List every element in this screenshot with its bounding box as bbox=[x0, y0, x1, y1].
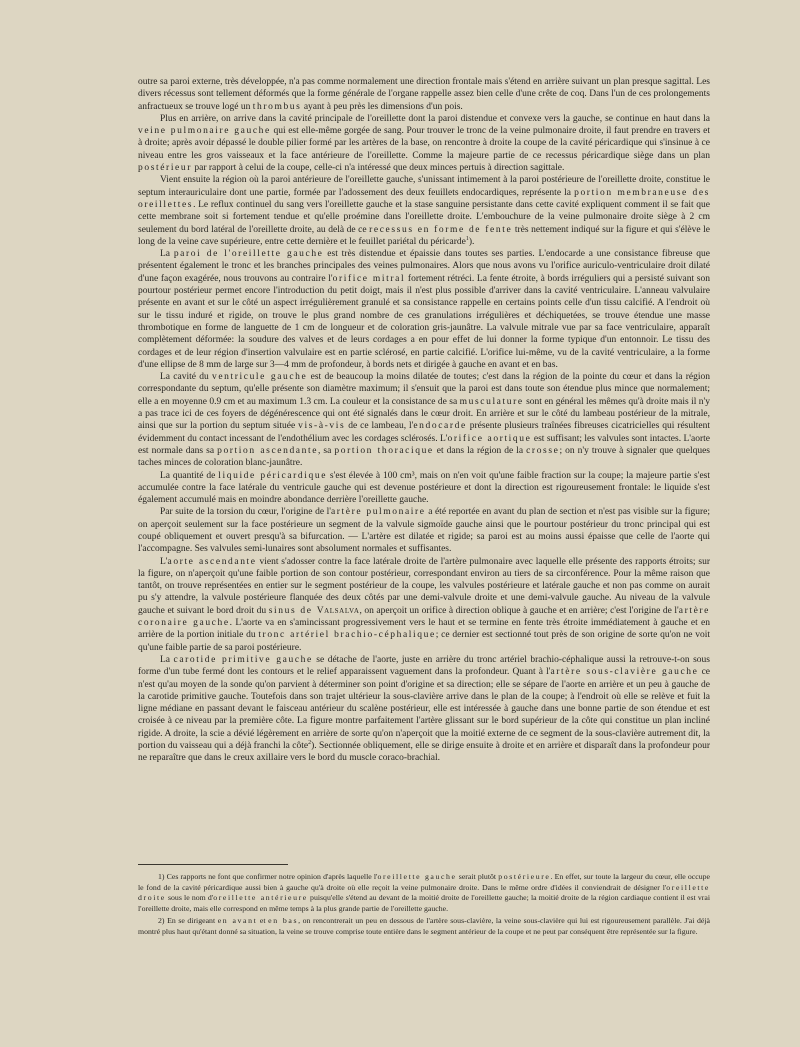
footnote-ref: 2 bbox=[308, 739, 312, 746]
text-run: carotide primitive gauche bbox=[173, 654, 313, 665]
text-run: est de beaucoup la moins dilatée de toutes; c'est dans la région de la pointe du cœur et dans la région correspondante du septum, qu'elle présente son diamètre maximum; il s'ensuit que la paroi est dans toute son étendue plus mince que normalement; elle a en moyenne 0.9 cm et au maximum 1.3 cm. La couleur et la consistance de sa bbox=[138, 372, 711, 407]
text-run: paroi de l'oreillette gauche bbox=[173, 249, 324, 260]
text-run: sous le nom d' bbox=[165, 893, 214, 903]
text-run: thrombus bbox=[252, 101, 302, 112]
footnote-ref: 1 bbox=[465, 235, 469, 242]
text-run: La bbox=[160, 654, 174, 665]
text-run: Par suite de la torsion du cœur, l'origine de l' bbox=[160, 507, 331, 518]
text-run: se détache de l'aorte, juste en arrière du tronc artériel brachio-céphalique aussi la retrouve-t-on sous forme d'un tube fermé dont les contours et le relief apparaissent vaguement dans la profondeur. Quant à l' bbox=[138, 654, 710, 678]
text-run: orifice aortique bbox=[447, 433, 532, 444]
text-run: tronc artériel brachio-céphalique bbox=[258, 630, 436, 641]
text-run: vis-à-vis bbox=[298, 421, 346, 432]
text-run: qui est elle-même gorgée de sang. Pour trouver le tronc de la veine pulmonaire droite, il faut prendre en travers et à droite; après avoir dépassé le double pilier formé par les artères de la base, on rencontre à droite la coupe de la cavité péricardique qui s'insinue à ce niveau entre les gros vaisseaux et la face antérieure de l'oreillette. Comme la majeure partie de ce recessus péricardique siège dans un plan bbox=[138, 126, 710, 161]
text-run: 2) En se dirigeant bbox=[158, 915, 218, 925]
text-run: , sa bbox=[318, 445, 335, 456]
paragraph bbox=[138, 174, 710, 248]
footnote-divider bbox=[138, 864, 288, 865]
text-run: par rapport à celui de la coupe, celle-ci n'a intéressé que deux minces pertuis à direction sagittale. bbox=[192, 163, 565, 174]
paragraph bbox=[138, 470, 710, 507]
text-run: 1) Ces rapports ne font que confirmer notre opinion d'après laquelle l' bbox=[158, 872, 378, 881]
text-run: La quantité de bbox=[160, 470, 219, 481]
text-run: sont en général les mêmes qu'à droite mais il n'y a pas trace ici de ces foyers de dégénérescence qui ont été signalés dans le cœur droit. En arrière et sur le côté du lambeau postérieur de la mitrale, ainsi que sur la portion du septum située bbox=[138, 396, 710, 432]
text-run: ; on n'y trouve à signaler que quelques taches minces de coloration blanc-jaunâtre. bbox=[138, 445, 710, 469]
text-run: postérieure bbox=[498, 872, 551, 881]
text-run: ; ce dernier est sectionné tout près de son origine de sorte qu'on ne voit qu'une faible partie de sa paroi postérieure. bbox=[138, 630, 710, 653]
text-run: . En effet, sur toute la largeur du cœur, elle occupe le fond de la cavité péricardique aussi bien à gauche qu'à droite où elle reçoit la veine pulmonaire droite. Dans le même ordre d'idées il conviendrait de désigner l' bbox=[138, 872, 710, 892]
text-run: sinus de bbox=[268, 605, 317, 616]
text-run: aorte ascendante bbox=[167, 556, 257, 567]
text-run: portion thoracique bbox=[334, 445, 434, 456]
text-run: a été reportée en avant du plan de section et n'est pas visible sur la figure; on aperçoit seulement sur la face postérieure un segment de la valvule sigmoïde gauche ainsi que le pourtour postérieur du tronc principal qui est coupé obliquement et ouvert presqu'à sa bifurcation. — L'artère est dilatée et rigide; sa paroi est au moins aussi épaisse que celle de l'aorte qui l'accompagne. Ses valvules semi-lunaires sont absolument normales et suffisantes. bbox=[138, 507, 710, 555]
text-run: est très distendue et épaissie dans toutes ses parties. L'endocarde a une consistance fibreuse que présentent également le tronc et les branches principales des veines pulmonaires. Alors que nous avons vu l'orifice auriculo-ventriculaire droit dilaté d'une façon exagérée, nous trouvons au contraire l' bbox=[138, 249, 710, 284]
paragraph bbox=[138, 76, 710, 113]
text-run: oreillette gauche bbox=[377, 872, 457, 881]
text-run: et dans la région de la bbox=[433, 445, 527, 456]
text-run: artère coronaire gauche bbox=[138, 605, 710, 629]
text-run: oreillette antérieure bbox=[213, 893, 308, 903]
text-run: , on aperçoit un orifice à direction oblique à gauche et en arrière; c'est l'origine de l' bbox=[359, 605, 679, 616]
text-run: La bbox=[160, 249, 174, 260]
text-run: fortement rétréci. La fente étroite, à bords irréguliers qui a persisté suivant son pourtour postérieur permet encore l'introduction du petit doigt, mais il n'est plus possible d'arriver dans la cavité ventriculaire. L'anneau valvulaire présente en avant et sur le côté un aspect irrégulièrement granulé et sa consistance rappelle en certains points celle d'un tissu calcifié. A l'endroit où sur le tissu induré et rigide, on trouve le plus grand nombre de ces granulations irrégulières et déchiquetées, se trouve étendue une masse thrombotique en forme de languette de 1 cm de longueur et de coloration gris-jaunâtre. La valvule mitrale vue par sa face ventriculaire, apparaît complètement déformée: la soudure des valves et de leurs cordages a en pour effet de lui donner la forme typique d'un entonnoir. Le tissu des cordages et de leur région d'insertion valvulaire est en partie sclérosé, en partie calcifié. L'orifice lui-même, vu de la cavité ventriculaire, a la forme d'une ellipse de 8 mm de large sur 3—4 mm de profondeur, à bords nets et dirigée à gauche en avant et en bas. bbox=[138, 273, 710, 370]
text-run: est suffisant; les valvules sont intactes. L'aorte est normale dans sa bbox=[138, 433, 710, 456]
text-run: . Le reflux continuel du sang vers l'oreillette gauche et la stase sanguine persistante dans cette cavité expliquent comment il se fait que cette membrane soit si fortement tendue et qu'elle proémine dans l'oreillette droite. L'embouchure de la veine pulmonaire droite siège à 2 cm seulement du bord latéral de l'oreillette droite, au delà de ce bbox=[138, 199, 710, 235]
text-run: crosse bbox=[526, 445, 560, 456]
text-run: en bas bbox=[268, 915, 299, 925]
text-run: artère sous-clavière gauche bbox=[550, 667, 699, 678]
text-run: très nettement indiqué sur la figure et qui s'élève le long de la veine cave supérieure, entre cette dernière et le feuillet pariétal du péricarde bbox=[138, 224, 711, 247]
text-run: serait plutôt bbox=[456, 872, 499, 881]
text-run: ventricule gauche bbox=[212, 372, 308, 383]
text-run: en avant bbox=[217, 915, 258, 925]
text-run: L' bbox=[160, 556, 168, 567]
text-run: outre sa paroi externe, très développée, n'a pas comme normalement une direction frontale mais s'étend en arrière suivant un plan presque sagittal. Les divers récessus sont tellement déformés que la forme générale de l'organe rappelle assez bien celle d'une crête de coq. Dans l'un de ces prolongements anfractueux se trouve logé un bbox=[138, 77, 710, 112]
text-run: ). bbox=[468, 236, 475, 247]
main-text bbox=[138, 76, 710, 765]
text-run: artère pulmonaire bbox=[330, 507, 426, 518]
text-run: veine pulmonaire gauche bbox=[138, 126, 271, 137]
text-run: puisqu'elle s'étend au devant de la moitié droite de l'oreillette gauche; la moitié droite de la région cardiaque contient il est vrai l'oreillette droite, mais elle correspond en même temps à la plus grande partie de l'oreillette gauche. bbox=[138, 893, 711, 914]
text-run: vient s'adosser contre la face latérale droite de l'artère pulmonaire avec laquelle elle présente des rapports étroits; sur la figure, on n'aperçoit qu'une faible portion de son contour postérieur, correspondant environ au tiers de sa circonférence. Pour la même raison que tantôt, on trouve représentées en entier sur le segment postérieur de la coupe, les valvules postérieure et latérale gauche et non pas comme on aurait pu s'y attendre, la valvule postérieure flanquée des deux côtés par une demi-valvule droite et une demi-valvule gauche. Au niveau de la valvule gauche et suivant le bord droit du bbox=[138, 556, 710, 616]
text-run: présente plusieurs traînées fibreuses cicatricielles qui résultent évidemment du contact incessant de l'endothélium avec les cordages sclérosés. L' bbox=[138, 421, 710, 444]
paragraph bbox=[138, 556, 710, 654]
text-run: recessus en forme de fente bbox=[369, 224, 513, 235]
text-run: Plus en arrière, on arrive dans la cavité principale de l'oreillette dont la paroi distendue et convexe vers la gauche, se continue en haut dans la bbox=[160, 113, 710, 124]
text-run: orifice mitral bbox=[332, 273, 406, 284]
text-run: La cavité du bbox=[160, 372, 212, 383]
text-run: ce n'est qu'au moyen de la sonde qu'on parvient à déterminer son point d'origine et sa direction; elle se sépare de l'aorte en arrière et un peu à gauche de la carotide primitive gauche. Toutefois dans son trajet ultérieur la sous-clavière arrive dans le plan de la coupe; à l'endroit où elle se relève et fuit la ligne médiane en passant devant le faisceau antérieur du scalène postérieur, elle est intéressée à gauche dans une bonne partie de son étendue et est croisée à ce niveau par la première côte. La figure montre parfaitement l'artère glissant sur le bord supérieur de la côte qui constitue un plan incliné rigide. A droite, la scie a dévié légèrement en arrière de sorte qu'on n'aperçoit que la moitié externe de ce segment de la sous-clavière autrement dit, la portion du vaisseau qui a déjà franchi la côte bbox=[138, 667, 710, 752]
text-run: ayant à peu près les dimensions d'un pois. bbox=[301, 101, 463, 112]
paragraph bbox=[138, 654, 710, 765]
paragraph bbox=[138, 506, 710, 555]
paragraph bbox=[138, 371, 710, 469]
paragraph bbox=[138, 113, 710, 174]
text-run: liquide péricardique bbox=[218, 470, 328, 481]
footnote bbox=[138, 916, 710, 937]
text-run: musculature bbox=[459, 396, 524, 407]
text-run: de ce lambeau, l' bbox=[345, 421, 414, 432]
text-run: oreillette droite bbox=[138, 882, 710, 903]
footnotes bbox=[138, 872, 710, 938]
text-run: , on rencontrerait un peu en dessous de l'artère sous-clavière, la veine sous-clavière qui lui est rigoureusement parallèle. J'ai déjà montré plus haut qu'étant donné sa situation, la veine se trouve comprise toute entière dans le segment antérieur de la coupe et ne peut par conséquent être représentée sur la figure. bbox=[138, 915, 710, 936]
text-run: et bbox=[257, 915, 269, 925]
text-run: endocarde bbox=[413, 421, 467, 432]
text-run: portion membraneuse des oreillettes bbox=[138, 187, 710, 210]
text-run: Valsalva bbox=[316, 605, 360, 616]
paragraph bbox=[138, 248, 710, 371]
text-run: portion ascendante bbox=[217, 445, 319, 456]
text-run: Vient ensuite la région où la paroi antérieure de l'oreillette gauche, s'unissant intimement à la paroi postérieure de l'oreillette droite, constitue le septum interauriculaire dont une partie, formée par l'adossement des deux feuillets endocardiques, représente la bbox=[138, 175, 710, 198]
footnote bbox=[138, 872, 710, 915]
text-run: postérieur bbox=[138, 163, 192, 174]
text-run: ). Sectionnée obliquement, elle se dirige ensuite à droite et en arrière et disparaît dans la profondeur pour ne reparaître que dans le creux axillaire vers le bord du muscle coraco-brachial. bbox=[138, 741, 711, 764]
text-run: . L'aorte va en s'amincissant progressivement vers le haut et se termine en fente très étroite immédiatement à gauche et en arrière de la portion initiale du bbox=[138, 618, 710, 641]
text-run: s'est élevée à 100 cm³, mais on n'en voit qu'une faible fraction sur la coupe; la majeure partie s'est accumulée contre la face latérale du ventricule gauche qui est devenue postérieure et dont la direction est rigoureusement frontale: le liquide s'est également accumulé mais en moindre abondance derrière l'oreillette gauche. bbox=[138, 470, 710, 506]
